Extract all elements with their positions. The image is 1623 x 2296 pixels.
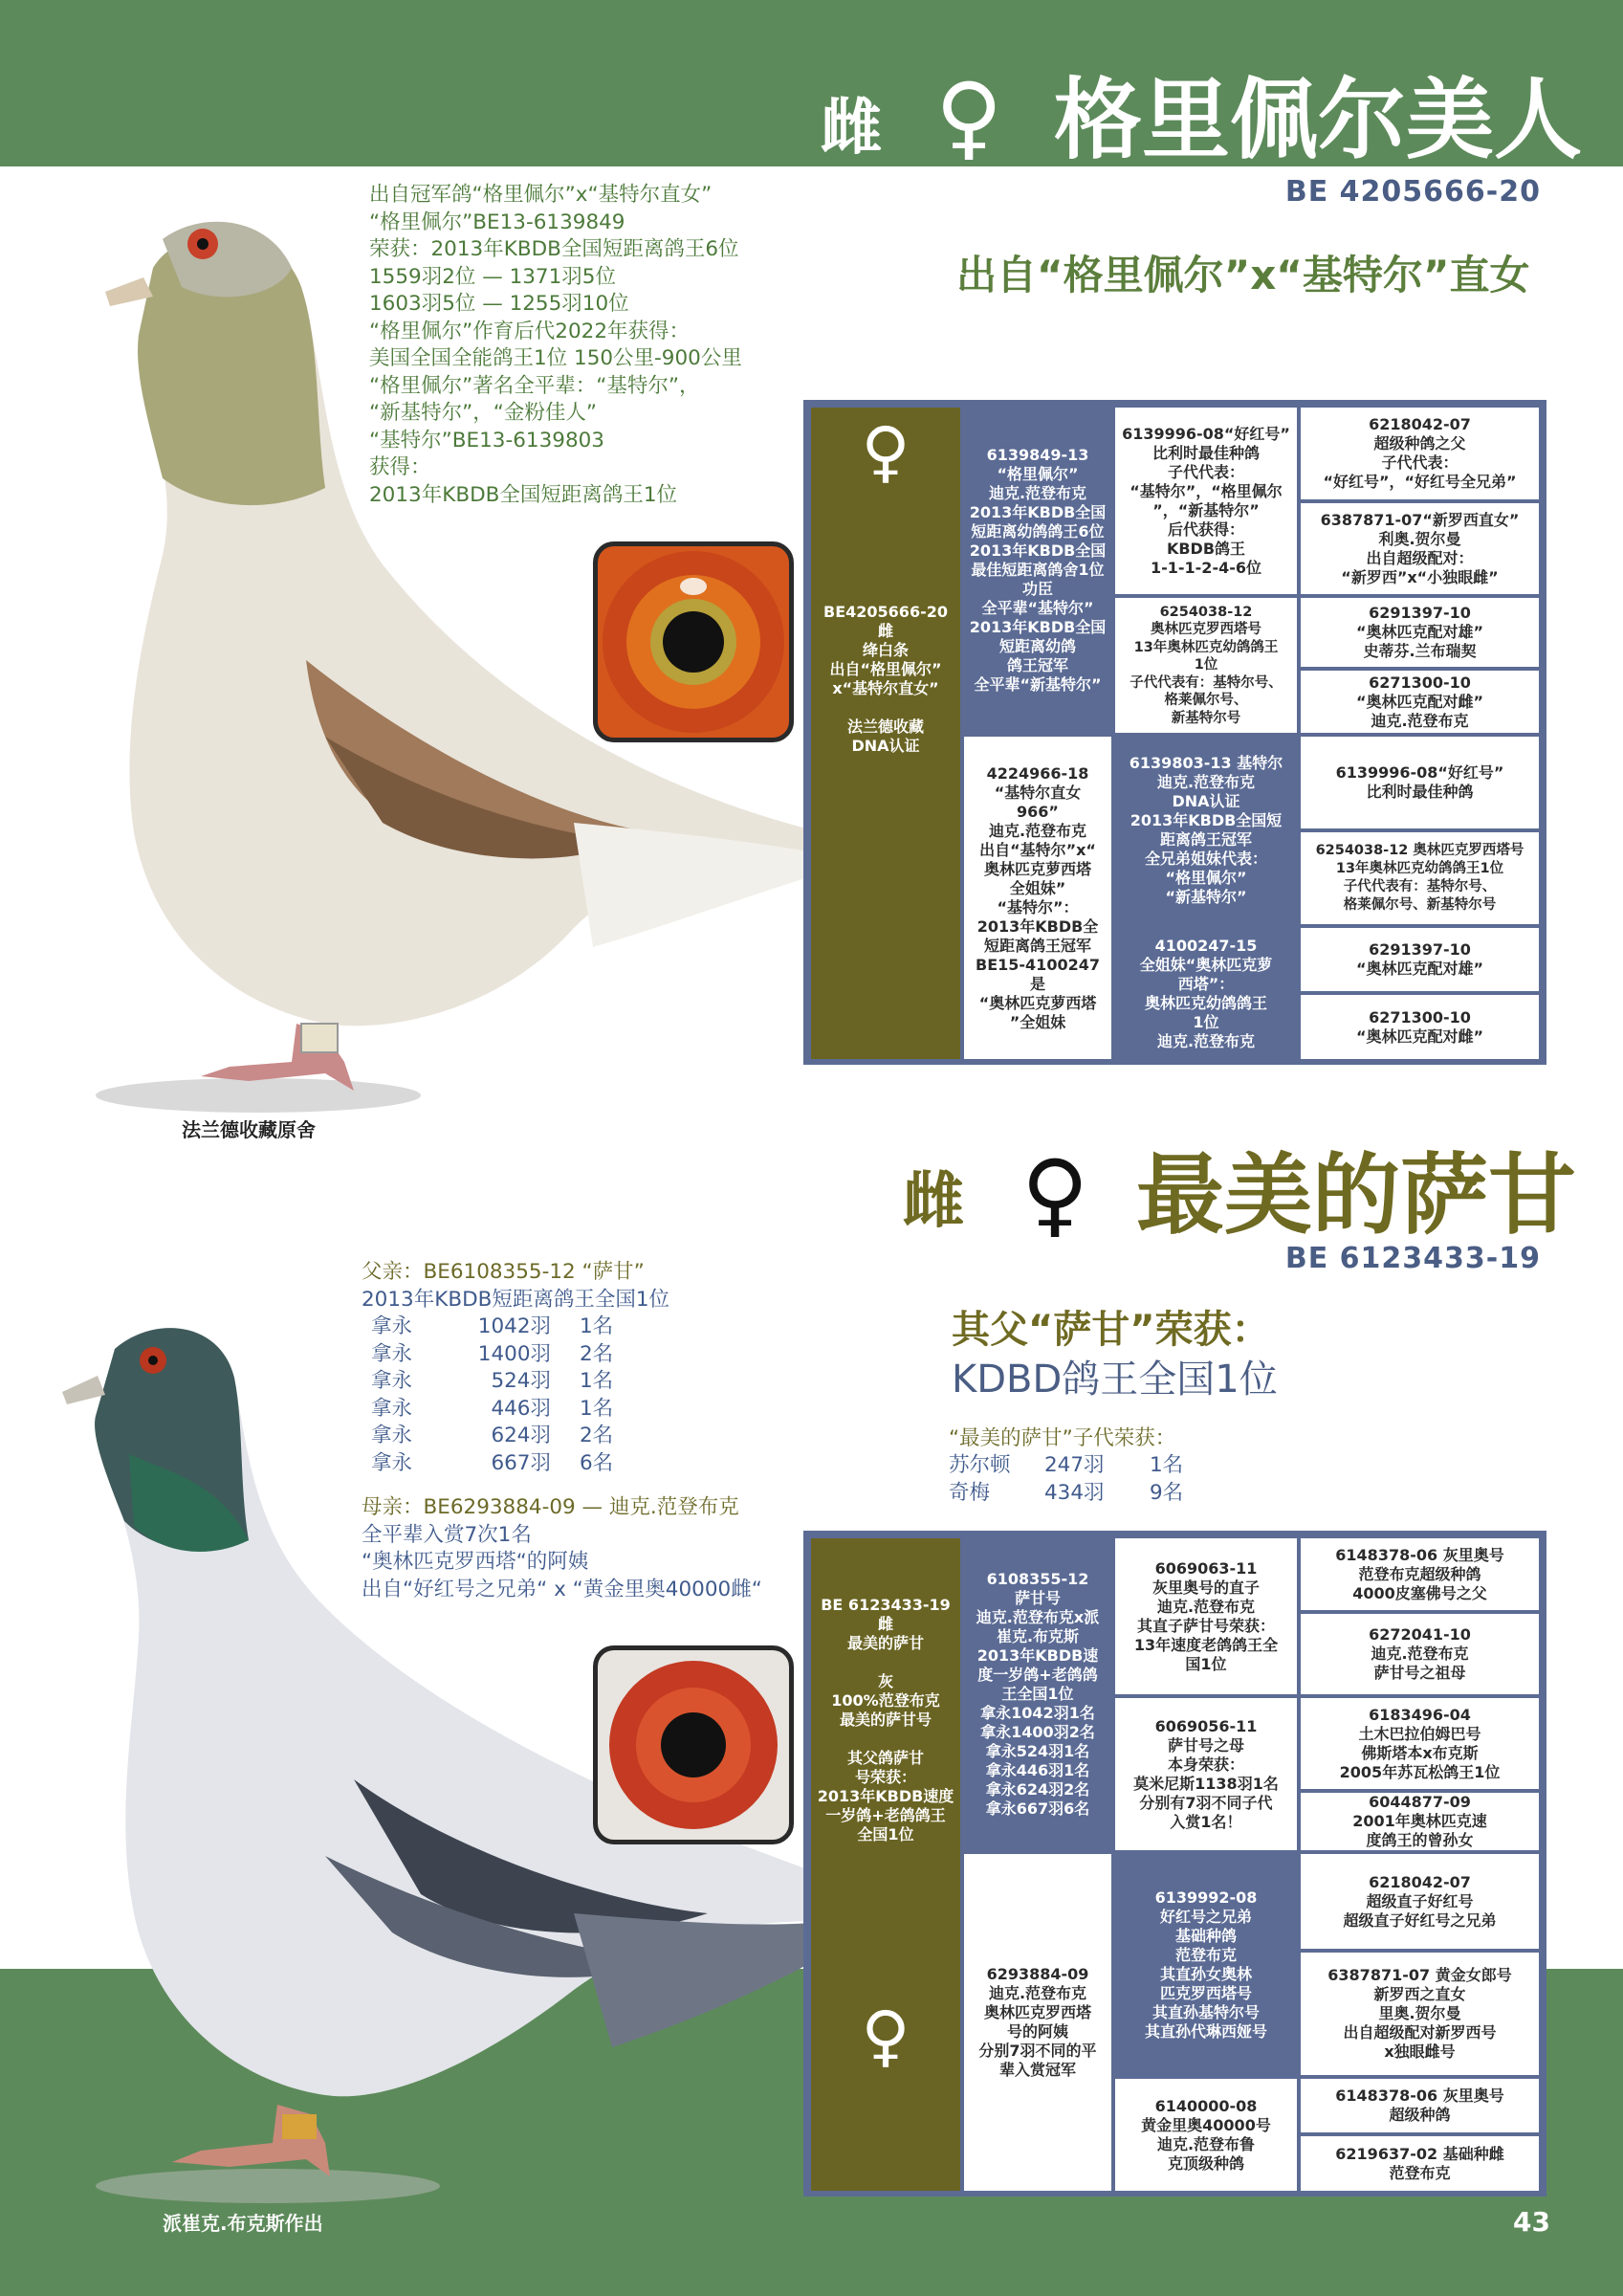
top-ped-main-cell: ♀ BE4205666-20 雌 绛白条 出自“格里佩尔” x“基特尔直女” 法兰德收藏 DNA认证 <box>811 408 960 1059</box>
top-ped-g-cell: 6218042-07 超级种鸽之父 子代代表： “好红号”，“好红号全兄弟” <box>1301 408 1539 499</box>
mother-info-line: 出自“好红号之兄弟“ x “黄金里奥40000雌“ <box>362 1577 762 1601</box>
bottom-ring-number: BE 6123433-19 <box>1284 1242 1541 1275</box>
father-info-block <box>362 1259 669 1314</box>
top-info-line: “新基特尔”，“金粉佳人” <box>369 401 598 425</box>
bottom-pigeon-name: 最美的萨甘 <box>1136 1144 1577 1247</box>
top-info-line: “格里佩尔”BE13-6139849 <box>369 210 625 234</box>
bottom-ped-sd-cell: 6069056-11 萨甘号之母 本身荣获： 莫米尼斯1138羽1名 分别有7羽不同子代 入赏1名！ <box>1115 1698 1297 1850</box>
bottom-subtitle-2: KDBD鸽王全国1位 <box>952 1358 1278 1402</box>
bottom-caption: 派崔克.布克斯作出 <box>163 2212 323 2235</box>
bottom-ped-g-cell: 6219637-02 基础种雌 范登布克 <box>1301 2136 1539 2191</box>
top-eye-image <box>593 541 794 742</box>
top-ped-g-cell: 6291397-10 “奥林匹克配对雄” <box>1301 928 1539 991</box>
top-pedigree-table <box>803 400 1546 1065</box>
top-info-line: 2013年KBDB全国短距离鸽王1位 <box>369 482 678 507</box>
bottom-ped-g-cell: 6148378-06 灰里奥号 超级种鸽 <box>1301 2079 1539 2132</box>
result-row: 拿永 1042羽 1名 <box>371 1314 614 1338</box>
father-info-line: 父亲：BE6108355-12 “萨甘” <box>362 1260 645 1284</box>
bottom-subtitle-1: 其父“萨甘”荣获： <box>952 1308 1270 1352</box>
result-row: 拿永 1400羽 2名 <box>371 1341 614 1366</box>
page-number: 43 <box>1513 2206 1550 2238</box>
offspring-results <box>949 1452 1183 1507</box>
bottom-ped-dam-cell: 6293884-09 迪克.范登布克 奥林匹克罗西塔 号的阿姨 分别7羽不同的平 辈入赏冠军 <box>964 1854 1111 2191</box>
top-info-line: “格里佩尔”著名全平辈：“基特尔”， <box>369 373 700 398</box>
top-ped-g-cell: 6387871-07“新罗西直女” 利奥.贺尔曼 出自超级配对： “新罗西”x“小独眼雌” <box>1301 503 1539 594</box>
result-row: 拿永 624羽 2名 <box>371 1424 614 1447</box>
top-subtitle: 出自“格里佩尔”x“基特尔”直女 <box>956 252 1530 298</box>
top-ped-g-cell: 6139996-08“好红号” 比利时最佳种鸽 <box>1301 737 1539 828</box>
result-row: 拿永 524羽 1名 <box>371 1369 614 1393</box>
female-symbol-icon: ♀ <box>861 412 910 491</box>
top-info-line: “基特尔”BE13-6139803 <box>369 428 604 453</box>
bottom-ped-g-cell: 6272041-10 迪克.范登布克 萨甘号之祖母 <box>1301 1614 1539 1694</box>
top-pigeon-name: 格里佩尔美人 <box>1054 69 1583 171</box>
result-row: 拿永 667羽 6名 <box>371 1450 614 1475</box>
top-info-block <box>369 182 742 509</box>
top-ped-ds-cell: 6139803-13 基特尔 迪克.范登布克 DNA认证 2013年KBDB全国短 距离鸽王冠军 全兄弟姐妹代表： “格里佩尔” “新基特尔” <box>1115 737 1297 924</box>
result-row: 拿永 446羽 1名 <box>371 1396 614 1421</box>
top-ped-g-cell: 6254038-12 奥林匹克罗西塔号 13年奥林匹克幼鸽鸽王1位 子代代表有：基特尔号、 格莱佩尔号、新基特尔号 <box>1301 832 1539 924</box>
mother-info-line: 母亲：BE6293884-09 — 迪克.范登布克 <box>362 1495 739 1519</box>
bottom-ped-g-cell: 6218042-07 超级直子好红号 超级直子好红号之兄弟 <box>1301 1854 1539 1949</box>
bottom-ped-g-cell: 6148378-06 灰里奥号 范登布克超级种鸽 4000皮塞佛号之父 <box>1301 1538 1539 1610</box>
bottom-ped-g-cell: 6044877-09 2001年奥林匹克速 度鸽王的曾孙女 <box>1301 1793 1539 1850</box>
top-info-line: “格里佩尔”作育后代2022年获得： <box>369 319 690 343</box>
top-info-line: 出自冠军鸽“格里佩尔”x“基特尔直女” <box>369 183 713 207</box>
mother-info-line: “奥林匹克罗西塔“的阿姨 <box>362 1550 589 1574</box>
mother-info-line: 全平辈入赏7次1名 <box>362 1522 532 1547</box>
father-info-line: 2013年KBDB短距离鸽王全国1位 <box>362 1287 670 1312</box>
top-ped-g-cell: 6291397-10 “奥林匹克配对雄” 史蒂芬.兰布瑞契 <box>1301 598 1539 667</box>
bottom-ped-ds-cell: 6139992-08 好红号之兄弟 基础种鸽 范登布克 其直孙女奥林 匹克罗西塔号 其直孙基特尔号 其直孙代琳西娅号 <box>1115 1854 1297 2075</box>
bottom-eye-image <box>593 1645 794 1844</box>
bottom-ped-main-cell: BE 6123433-19 雌 最美的萨甘 灰 100%范登布克 最美的萨甘号 其父鸽萨甘 号荣获： 2013年KBDB速度 一岁鸽+老鸽鸽王 全国1位 ♀ <box>811 1538 960 2191</box>
result-row: 苏尔顿 247羽 1名 <box>949 1453 1184 1477</box>
bottom-sex-label: 雌 <box>903 1166 964 1237</box>
bottom-ped-dd-cell: 6140000-08 黄金里奥40000号 迪克.范登布鲁 克顶级种鸽 <box>1115 2079 1297 2191</box>
bottom-ped-g-cell: 6387871-07 黄金女郎号 新罗西之直女 里奥.贺尔曼 出自超级配对新罗西号 x独眼雌号 <box>1301 1953 1539 2075</box>
top-sex-label: 雌 <box>821 93 882 164</box>
bottom-ped-g-cell: 6183496-04 土木巴拉伯姆巴号 佛斯塔本x布克斯 2005年苏瓦松鸽王1位 <box>1301 1698 1539 1789</box>
top-info-line: 1559羽2位 — 1371羽5位 <box>369 264 616 289</box>
top-ped-g-cell: 6271300-10 “奥林匹克配对雌” 迪克.范登布克 <box>1301 671 1539 733</box>
top-info-line: 获得： <box>369 455 431 479</box>
top-ped-sire-cell: 6139849-13 “格里佩尔” 迪克.范登布克 2013年KBDB全国 短距离幼鸽鸽王6位 2013年KBDB全国 最佳短距离鸽舍1位 功臣 全平辈“基特尔” 2013年KBDB全国 短距离幼鸽 鸽王冠军 全平辈“新基特尔” <box>964 408 1111 733</box>
top-ped-g-cell: 6271300-10 “奥林匹克配对雌” <box>1301 995 1539 1059</box>
mother-info-block <box>362 1494 762 1603</box>
bottom-ped-ss-cell: 6069063-11 灰里奥号的直子 迪克.范登布克 其直子萨甘号荣获： 13年速度老鸽鸽王全 国1位 <box>1115 1538 1297 1694</box>
top-info-line: 美国全国全能鸽王1位 150公里-900公里 <box>369 346 742 370</box>
top-ped-sd-cell: 6254038-12 奥林匹克罗西塔号 13年奥林匹克幼鸽鸽王 1位 子代代表有：基特尔号、 格莱佩尔号、 新基特尔号 <box>1115 598 1297 733</box>
female-symbol-icon: ♀ <box>861 1997 910 2075</box>
result-row: 奇梅 434羽 9名 <box>949 1480 1184 1505</box>
bottom-pedigree-table <box>803 1531 1546 2197</box>
top-caption: 法兰德收藏原舍 <box>182 1118 316 1141</box>
top-ped-ss-cell: 6139996-08“好红号” 比利时最佳种鸽 子代代表： “基特尔”，“格里佩尔 ”，“新基特尔” 后代获得： KBDB鸽王 1-1-1-2-4-6位 <box>1115 408 1297 594</box>
female-symbol-icon: ♀ <box>935 63 1003 170</box>
top-ped-dam-cell: 4224966-18 “基特尔直女 966” 迪克.范登布克 出自“基特尔”x“ 奥林匹克萝西塔 全姐妹” “基特尔”： 2013年KBDB全 短距离鸽王冠军 BE15-4100247 是 “奥林匹克萝西塔 ”全姐妹 <box>964 737 1111 1059</box>
top-info-line: 1603羽5位 — 1255羽10位 <box>369 292 629 316</box>
father-results <box>371 1314 613 1477</box>
top-ped-dd-cell: 4100247-15 全姐妹“奥林匹克萝 西塔”： 奥林匹克幼鸽鸽王 1位 迪克.范登布克 <box>1115 928 1297 1059</box>
top-info-line: 荣获：2013年KBDB全国短距离鸽王6位 <box>369 237 739 261</box>
female-symbol-icon: ♀ <box>1021 1140 1089 1247</box>
top-ring-number: BE 4205666-20 <box>1284 175 1541 209</box>
bottom-ped-sire-cell: 6108355-12 萨甘号 迪克.范登布克x派 崔克.布克斯 2013年KBDB速 度一岁鸽+老鸽鸽 王全国1位 拿永1042羽1名 拿永1400羽2名 拿永524羽1名 拿永446羽1名 拿永624羽2名 拿永667羽6名 <box>964 1538 1111 1850</box>
offspring-title: “最美的萨甘”子代荣获： <box>949 1426 1176 1450</box>
